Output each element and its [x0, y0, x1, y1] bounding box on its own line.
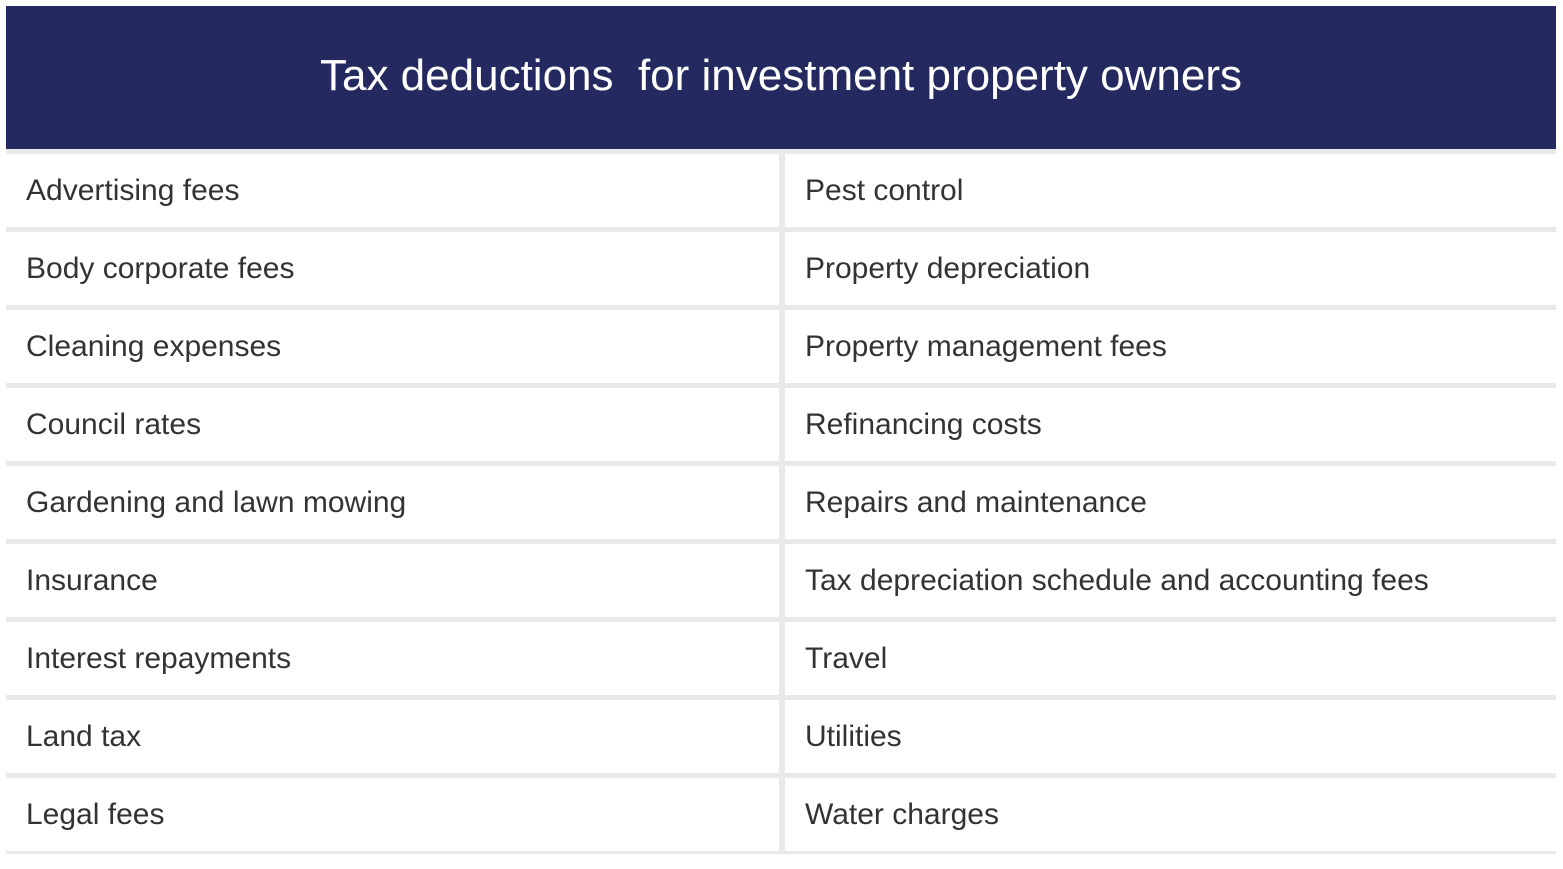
table-cell-right: Refinancing costs	[785, 388, 1556, 461]
table-cell-right: Property management fees	[785, 310, 1556, 383]
table-cell-right: Utilities	[785, 700, 1556, 773]
table-header	[6, 6, 1556, 149]
table-cell-right: Water charges	[785, 778, 1556, 851]
table-cell-left: Body corporate fees	[6, 232, 779, 305]
table-title: Tax deductions for investment property owners	[319, 51, 1242, 100]
table-cell-right: Repairs and maintenance	[785, 466, 1556, 539]
table-body	[6, 154, 1556, 851]
table-cell-left: Advertising fees	[6, 154, 779, 227]
table-cell-left: Gardening and lawn mowing	[6, 466, 779, 539]
table-cell-left: Insurance	[6, 544, 779, 617]
table-cell-left: Land tax	[6, 700, 779, 773]
table-cell-right: Pest control	[785, 154, 1556, 227]
table-cell-left: Cleaning expenses	[6, 310, 779, 383]
table-cell-left: Legal fees	[6, 778, 779, 851]
table-cell-left: Council rates	[6, 388, 779, 461]
table-cell-right: Tax depreciation schedule and accounting fees	[785, 544, 1556, 617]
table-cell-right: Property depreciation	[785, 232, 1556, 305]
deductions-table	[6, 6, 1556, 854]
table-cell-left: Interest repayments	[6, 622, 779, 695]
table-cell-right: Travel	[785, 622, 1556, 695]
